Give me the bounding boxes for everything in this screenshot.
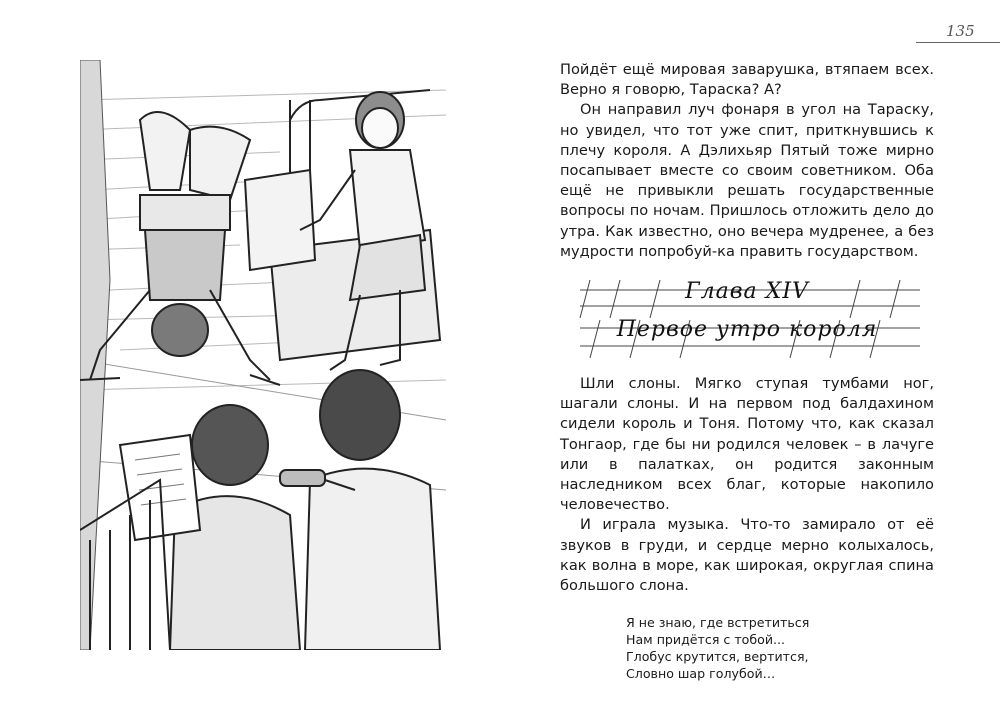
paragraph-1: Пойдёт ещё мировая заварушка, втяпаем всех. Верно я говорю, Тараска? А? [560,61,934,99]
chapter-subtitle: Первое утро короля [616,317,878,343]
poem-line: Нам придётся с тобой... [626,632,786,648]
poem-line: Словно шар голубой… [626,666,776,682]
chapter-title: Глава XIV [685,279,809,305]
paragraph-3: Шли слоны. Мягко ступая тумбами ног, шагали слоны. И на первом под балдахином сидели король и Тоня. Потому что, как сказал Тонгаор, где бы ни родился человек – в лачуге или в палатках, он родится законным наследником всех благ, которые накопило человечество. [560,375,934,514]
header-rule [916,42,1000,43]
poem [626,614,934,682]
page-number: 135 [946,22,975,40]
illustration [80,60,446,650]
sketch-drawing [80,60,446,650]
paragraph-2: Он направил луч фонаря в угол на Тараску, но увидел, что тот уже спит, приткнувшись к плечу короля. А Дэлихьяр Пятый тоже мирно посапывает вместе со своим советником. Оба ещё не привыкли решать государственные вопросы по ночам. Пришлось отложить дело до утра. Как известно, оно вечера мудренее, а без мудрости попробуй-ка править государством. [560,101,934,260]
poem-line: Я не знаю, где встретиться [626,615,810,631]
paragraph-4: И играла музыка. Что-то замирало от её звуков в груди, и сердце мерно колыхалось, как волна в море, как широкая, округлая спина большого слона. [560,516,934,595]
text-column [560,60,934,682]
poem-line: Глобус крутится, вертится, [626,649,809,665]
chapter-heading [560,280,934,360]
